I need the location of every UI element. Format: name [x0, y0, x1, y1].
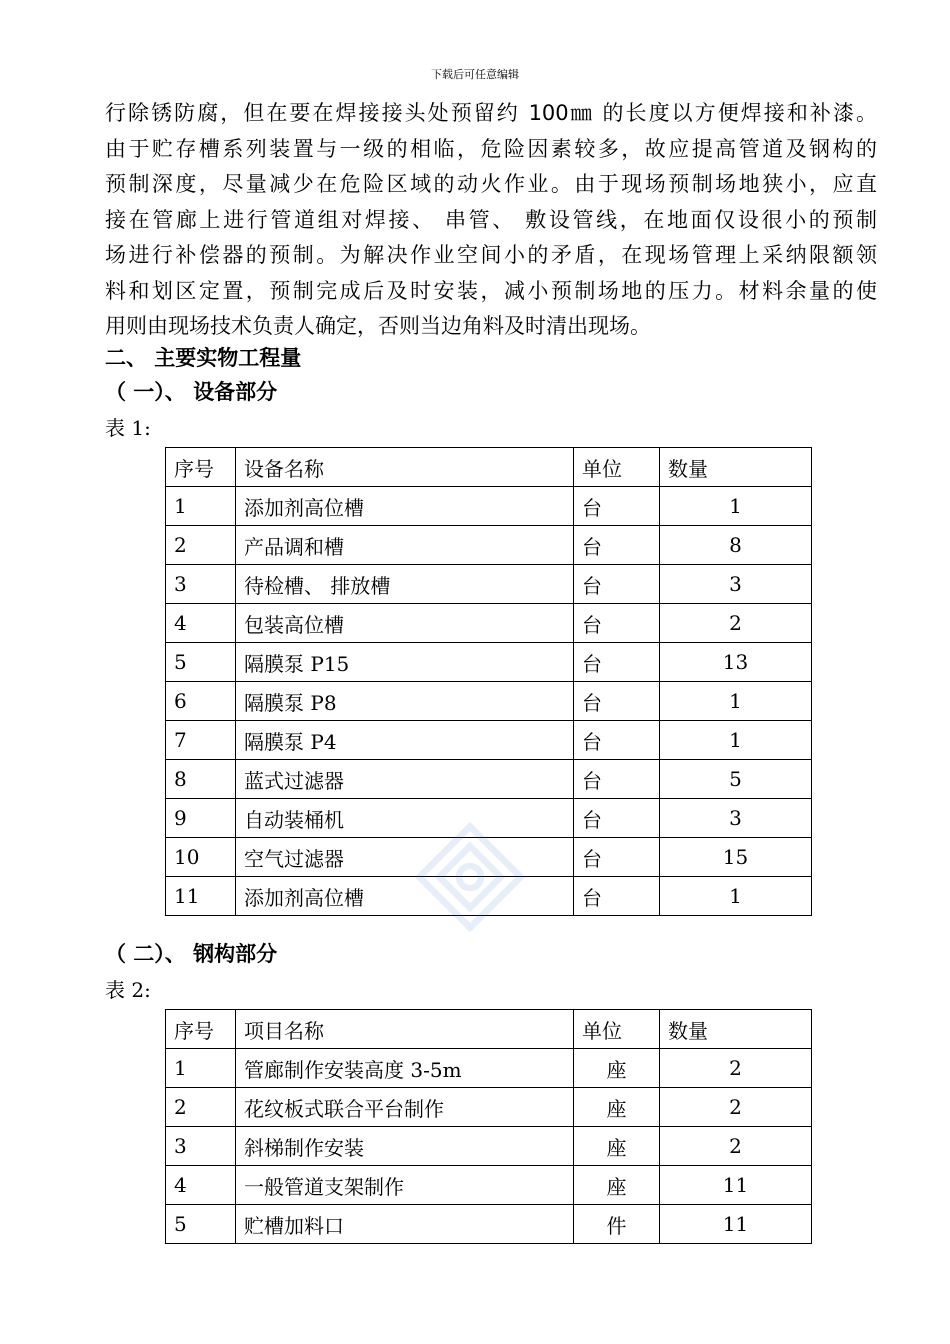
column-header: 单位	[574, 1010, 660, 1049]
table-row	[166, 1049, 812, 1088]
quantity: 3	[660, 565, 812, 604]
paragraph-line: 料和划区定置，预制完成后及时安装，减小预制场地的压力。材料余量的使	[105, 278, 877, 303]
paragraph-line: 预制深度，尽量减少在危险区域的动火作业。由于现场预制场地狭小，应直	[105, 172, 877, 196]
item-name: 隔膜泵 P8	[236, 682, 574, 721]
row-number: 2	[166, 526, 236, 565]
column-header: 数量	[660, 448, 812, 487]
item-name: 花纹板式联合平台制作	[236, 1088, 574, 1127]
unit: 台	[574, 799, 660, 838]
subsection-heading-equipment: （ 一）、 设备部分	[105, 380, 278, 404]
table-row	[166, 487, 812, 526]
unit: 台	[574, 721, 660, 760]
item-name: 添加剂高位槽	[236, 877, 574, 916]
unit: 台	[574, 487, 660, 526]
row-number: 9	[166, 799, 236, 838]
column-header: 序号	[166, 1010, 236, 1049]
table-row	[166, 1088, 812, 1127]
quantity: 2	[660, 604, 812, 643]
quantity: 1	[660, 877, 812, 916]
unit: 台	[574, 877, 660, 916]
body-paragraph	[105, 96, 877, 345]
row-number: 7	[166, 721, 236, 760]
quantity: 1	[660, 721, 812, 760]
page-header: 下载后可任意编辑	[431, 68, 519, 81]
table-row	[166, 721, 812, 760]
unit: 座	[574, 1088, 660, 1127]
table-row	[166, 1127, 812, 1166]
column-header: 设备名称	[236, 448, 574, 487]
row-number: 8	[166, 760, 236, 799]
paragraph-line: 接在管廊上进行管道组对焊接、 串管、 敷设管线，在地面仅设很小的预制	[105, 207, 877, 232]
table-row	[166, 565, 812, 604]
table-row	[166, 643, 812, 682]
table2-label: 表 2:	[105, 978, 151, 1002]
subsection-heading-steel: （ 二）、 钢构部分	[105, 942, 278, 966]
quantity: 1	[660, 487, 812, 526]
column-header: 序号	[166, 448, 236, 487]
paragraph-line: 由于贮存槽系列装置与一级的相临，危险因素较多，故应提高管道及钢构的	[105, 136, 877, 161]
quantity: 13	[660, 643, 812, 682]
table-row	[166, 604, 812, 643]
quantity: 2	[660, 1049, 812, 1088]
watermark-icon	[415, 822, 525, 932]
unit: 座	[574, 1166, 660, 1205]
column-header: 单位	[574, 448, 660, 487]
quantity: 5	[660, 760, 812, 799]
paragraph-line: 用则由现场技术负责人确定，否则当边角料及时清出现场。	[105, 314, 651, 338]
quantity: 2	[660, 1127, 812, 1166]
item-name: 隔膜泵 P15	[236, 643, 574, 682]
item-name: 斜梯制作安装	[236, 1127, 574, 1166]
row-number: 5	[166, 1205, 236, 1244]
item-name: 一般管道支架制作	[236, 1166, 574, 1205]
row-number: 10	[166, 838, 236, 877]
quantity: 11	[660, 1166, 812, 1205]
quantity: 15	[660, 838, 812, 877]
table-row	[166, 1166, 812, 1205]
item-name: 空气过滤器	[236, 838, 574, 877]
table-row	[166, 1205, 812, 1244]
paragraph-line: 行除锈防腐，但在要在焊接接头处预留约 100㎜ 的长度以方便焊接和补漆。	[105, 101, 877, 125]
table-row	[166, 526, 812, 565]
quantity: 8	[660, 526, 812, 565]
section-heading: 二、 主要实物工程量	[105, 346, 302, 370]
column-header: 项目名称	[236, 1010, 574, 1049]
unit: 座	[574, 1049, 660, 1088]
quantity: 1	[660, 682, 812, 721]
unit: 台	[574, 604, 660, 643]
quantity: 11	[660, 1205, 812, 1244]
row-number: 3	[166, 1127, 236, 1166]
quantity: 2	[660, 1088, 812, 1127]
row-number: 4	[166, 1166, 236, 1205]
paragraph-line: 场进行补偿器的预制。为解决作业空间小的矛盾，在现场管理上采纳限额领	[105, 243, 877, 267]
item-name: 待检槽、 排放槽	[236, 565, 574, 604]
table-row	[166, 682, 812, 721]
unit: 台	[574, 565, 660, 604]
table-row	[166, 760, 812, 799]
row-number: 11	[166, 877, 236, 916]
table-header-row	[166, 1010, 812, 1049]
table1-label: 表 1:	[105, 416, 151, 440]
steel-table	[165, 1009, 812, 1244]
item-name: 管廊制作安装高度 3-5m	[236, 1049, 574, 1088]
row-number: 1	[166, 1049, 236, 1088]
item-name: 蓝式过滤器	[236, 760, 574, 799]
quantity: 3	[660, 799, 812, 838]
row-number: 2	[166, 1088, 236, 1127]
unit: 座	[574, 1127, 660, 1166]
row-number: 3	[166, 565, 236, 604]
table-header-row	[166, 448, 812, 487]
item-name: 包装高位槽	[236, 604, 574, 643]
row-number: 1	[166, 487, 236, 526]
row-number: 6	[166, 682, 236, 721]
unit: 台	[574, 526, 660, 565]
item-name: 自动装桶机	[236, 799, 574, 838]
column-header: 数量	[660, 1010, 812, 1049]
item-name: 添加剂高位槽	[236, 487, 574, 526]
unit: 件	[574, 1205, 660, 1244]
item-name: 贮槽加料口	[236, 1205, 574, 1244]
unit: 台	[574, 760, 660, 799]
unit: 台	[574, 643, 660, 682]
item-name: 产品调和槽	[236, 526, 574, 565]
unit: 台	[574, 682, 660, 721]
item-name: 隔膜泵 P4	[236, 721, 574, 760]
unit: 台	[574, 838, 660, 877]
row-number: 5	[166, 643, 236, 682]
row-number: 4	[166, 604, 236, 643]
